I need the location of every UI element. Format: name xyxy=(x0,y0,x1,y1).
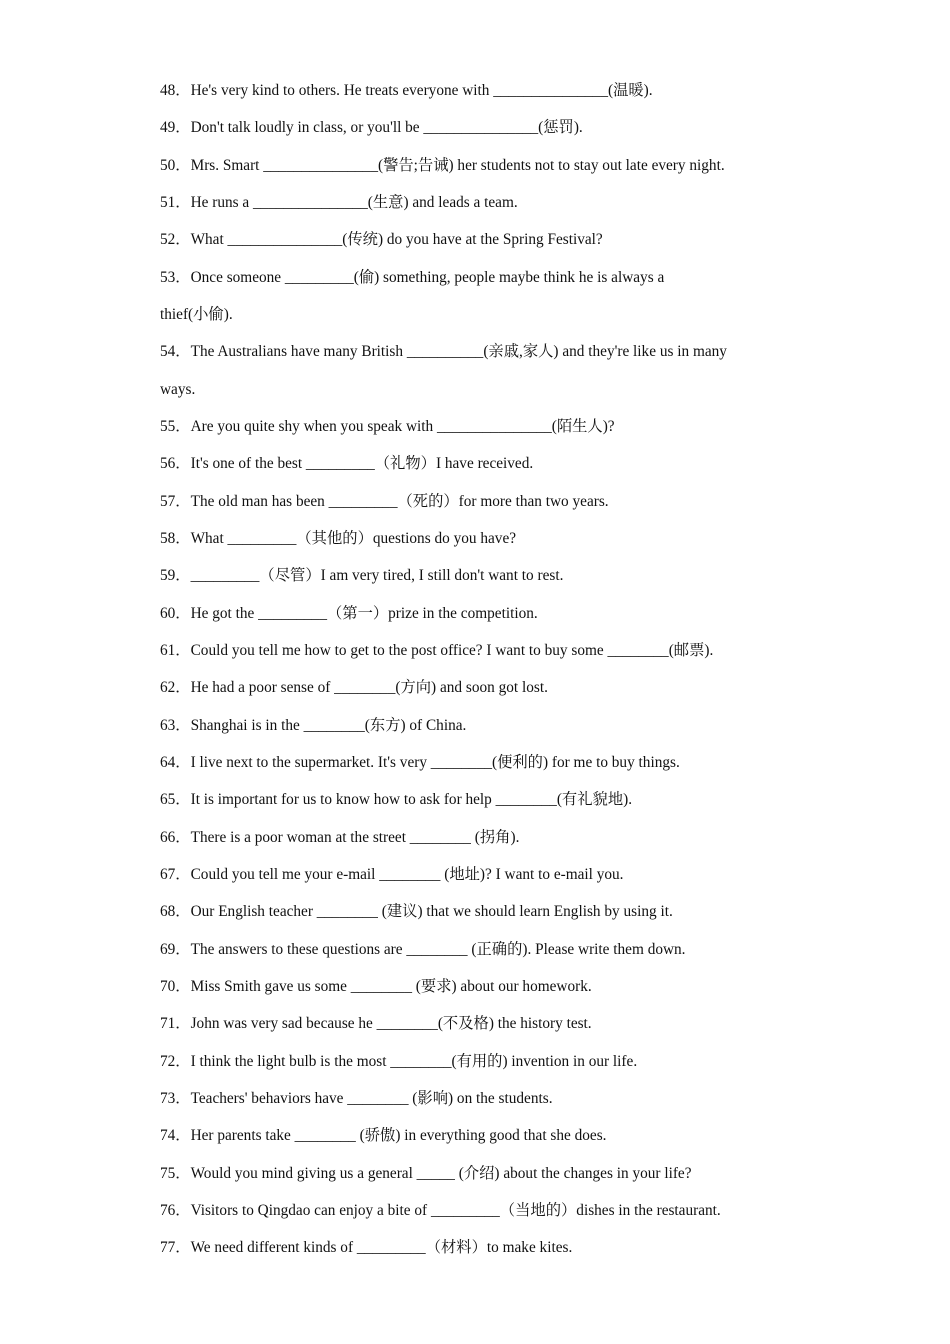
question-48: 48．He's very kind to others. He treats everyone with _______________(温暖). xyxy=(160,82,653,99)
question-68: 68．Our English teacher ________ (建议) that we should learn English by using it. xyxy=(160,903,673,921)
question-75: 75．Would you mind giving us a general _____ (介绍) about the changes in your life? xyxy=(160,1164,692,1182)
question-73: 73．Teachers' behaviors have ________ (影响) on the students. xyxy=(160,1089,553,1107)
exercise-list xyxy=(160,78,790,1273)
question-54-continued: ways. xyxy=(160,380,196,398)
question-67: 67．Could you tell me your e-mail ________ (地址)? I want to e-mail you. xyxy=(160,865,624,883)
question-64: 64．I live next to the supermarket. It's very ________(便利的) for me to buy things. xyxy=(160,753,680,771)
question-56: 56．It's one of the best _________（礼物）I have received. xyxy=(160,455,534,473)
question-69: 69．The answers to these questions are ________ (正确的). Please write them down. xyxy=(160,940,686,958)
question-77: 77．We need different kinds of _________（材料）to make kites. xyxy=(160,1239,573,1257)
question-53: 53．Once someone _________(偷) something, people maybe think he is always a xyxy=(160,268,665,286)
question-63: 63．Shanghai is in the ________(东方) of China. xyxy=(160,716,467,734)
question-54: 54．The Australians have many British __________(亲戚,家人) and they're like us in many xyxy=(160,343,727,361)
question-72: 72．I think the light bulb is the most ________(有用的) invention in our life. xyxy=(160,1052,638,1070)
question-65: 65．It is important for us to know how to ask for help ________(有礼貌地). xyxy=(160,791,633,809)
question-59: 59．_________（尽管）I am very tired, I still don't want to rest. xyxy=(160,567,564,585)
question-55: 55．Are you quite shy when you speak with _______________(陌生人)? xyxy=(160,417,615,435)
question-50: 50．Mrs. Smart _______________(警告;告诫) her students not to stay out late every night. xyxy=(160,156,725,174)
question-51: 51．He runs a _______________(生意) and leads a team. xyxy=(160,193,518,211)
question-53-continued: thief(小偷). xyxy=(160,305,233,323)
question-71: 71．John was very sad because he ________(不及格) the history test. xyxy=(160,1015,592,1033)
question-62: 62．He had a poor sense of ________(方向) and soon got lost. xyxy=(160,679,548,697)
question-66: 66．There is a poor woman at the street ________ (拐角). xyxy=(160,828,520,846)
question-52: 52．What _______________(传统) do you have at the Spring Festival? xyxy=(160,231,603,249)
question-74: 74．Her parents take ________ (骄傲) in everything good that she does. xyxy=(160,1127,607,1145)
question-57: 57．The old man has been _________（死的）for more than two years. xyxy=(160,492,609,510)
question-49: 49．Don't talk loudly in class, or you'll be _______________(惩罚). xyxy=(160,119,583,137)
question-76: 76．Visitors to Qingdao can enjoy a bite of _________（当地的）dishes in the restaurant. xyxy=(160,1201,721,1219)
question-70: 70．Miss Smith gave us some ________ (要求) about our homework. xyxy=(160,977,592,995)
question-60: 60．He got the _________（第一）prize in the competition. xyxy=(160,604,538,622)
question-61: 61．Could you tell me how to get to the post office? I want to buy some ________(邮票). xyxy=(160,641,714,659)
question-58: 58．What _________（其他的）questions do you have? xyxy=(160,529,517,547)
